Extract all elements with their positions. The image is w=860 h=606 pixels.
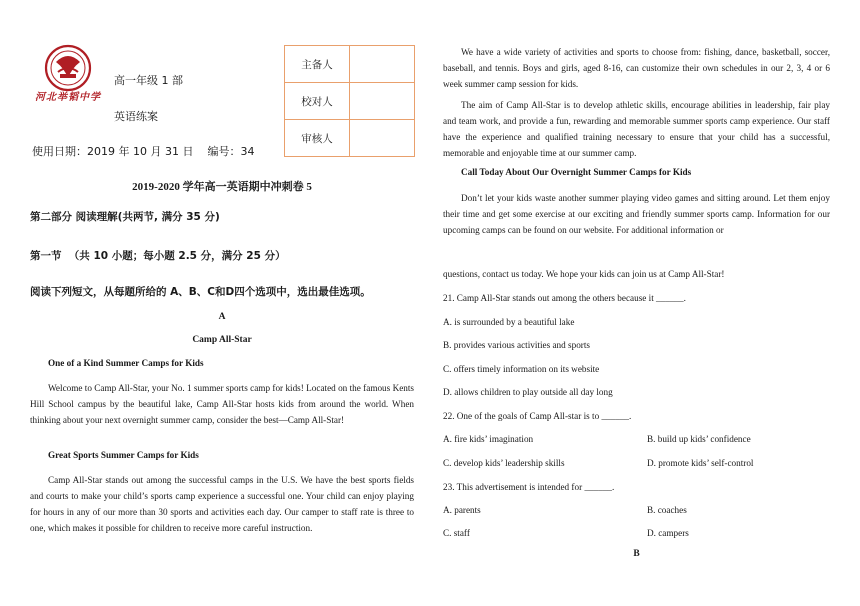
question-21-option-d: D. allows children to play outside all day long bbox=[443, 387, 613, 397]
sign-table bbox=[284, 45, 415, 157]
question-21-option-a: A. is surrounded by a beautiful lake bbox=[443, 317, 575, 327]
date-line: 使用日期：2019 年 10 月 31 日 编号：34 bbox=[32, 145, 255, 158]
passage-paragraph-4: The aim of Camp All-Star is to develop athletic skills, encourage abilities in leadership, fair play and team work, and provide a fun, rewarding and memorable summer sports camp experience. Our staff have the experience and qualified training necessary to ensure that your child has a successful, memorable and enjoyable time at our summer camp. bbox=[443, 100, 830, 158]
passage-paragraph-2: Camp All-Star stands out among the successful camps in the U.S. We have the best sports fields and courts to make your child’s sports camp experience a successful one. Your child can enjoy playing for hours in any of our more than 30 sports and activities each day. Our camper to staff rate is three to one, which makes it possible for children to receive more careful instruction. bbox=[30, 475, 414, 533]
question-23-option-d: D. campers bbox=[647, 528, 689, 538]
subject-label: 英语练案 bbox=[114, 110, 158, 123]
question-22-stem: 22. One of the goals of Camp All-star is to ______. bbox=[443, 411, 632, 421]
question-23-option-c: C. staff bbox=[443, 528, 470, 538]
logo-text: 河北举韬中学 bbox=[35, 92, 101, 103]
question-23-option-b: B. coaches bbox=[647, 505, 687, 515]
sign-label-reviewer: 审核人 bbox=[285, 120, 350, 157]
passage-paragraph-5-cont: questions, contact us today. We hope your kids can join us at Camp All-Star! bbox=[443, 269, 725, 279]
sign-value-preparer bbox=[350, 46, 415, 83]
passage-paragraph-5: Don’t let your kids waste another summer playing video games and sitting around. Let them enjoy their time and get some exercise at our exciting and friendly summer sports camp. Information for our upcoming camps can be found on our website. For additional information or bbox=[443, 193, 830, 235]
question-21-option-c: C. offers timely information on its website bbox=[443, 364, 600, 374]
question-23-stem: 23. This advertisement is intended for ______. bbox=[443, 482, 615, 492]
passage-paragraph-3: We have a wide variety of activities and sports to choose from: fishing, dance, basketball, soccer, baseball, and tennis. Boys and girls, aged 8-16, can customize their own schedules in our 2, 3, 4 or 6 week summer camp session for kids. bbox=[443, 47, 830, 89]
question-22-option-d: D. promote kids’ self-control bbox=[647, 458, 754, 468]
passage-heading-3: Call Today About Our Overnight Summer Camps for Kids bbox=[461, 167, 692, 177]
question-22-option-c: C. develop kids’ leadership skills bbox=[443, 458, 565, 468]
dept-label: 高一年级 1 部 bbox=[114, 74, 183, 87]
passage-heading-2: Great Sports Summer Camps for Kids bbox=[48, 450, 199, 460]
question-22-option-b: B. build up kids’ confidence bbox=[647, 434, 751, 444]
question-21-option-b: B. provides various activities and sports bbox=[443, 340, 590, 350]
next-passage-letter: B bbox=[633, 549, 640, 559]
question-22-option-a: A. fire kids’ imagination bbox=[443, 434, 534, 444]
sign-label-proofreader: 校对人 bbox=[285, 83, 350, 120]
sign-value-reviewer bbox=[350, 120, 415, 157]
passage-heading-1: One of a Kind Summer Camps for Kids bbox=[48, 358, 204, 368]
instruction: 阅读下列短文，从每题所给的 A、B、C和D四个选项中，选出最佳选项。 bbox=[30, 286, 371, 298]
sign-value-proofreader bbox=[350, 83, 415, 120]
exam-title: 2019-2020 学年高一英语期中冲刺卷 5 bbox=[132, 181, 312, 193]
question-23-option-a: A. parents bbox=[443, 505, 481, 515]
sign-label-preparer: 主备人 bbox=[285, 46, 350, 83]
passage-title: Camp All-Star bbox=[192, 335, 252, 345]
passage-letter: A bbox=[218, 312, 226, 322]
section-heading: 第一节 （共 10 小题；每小题 2.5 分，满分 25 分） bbox=[30, 250, 286, 262]
question-21-stem: 21. Camp All-Star stands out among the others because it ______. bbox=[443, 293, 686, 303]
passage-paragraph-1: Welcome to Camp All-Star, your No. 1 summer sports camp for kids! Located on the famous Kents Hill School campus by the beautiful lake, Camp All-Star hosts kids from around the world. When thinking about your next overnight summer camp, consider the best—Camp All-Star! bbox=[30, 383, 414, 425]
part-heading: 第二部分 阅读理解(共两节, 满分 35 分) bbox=[30, 211, 220, 223]
